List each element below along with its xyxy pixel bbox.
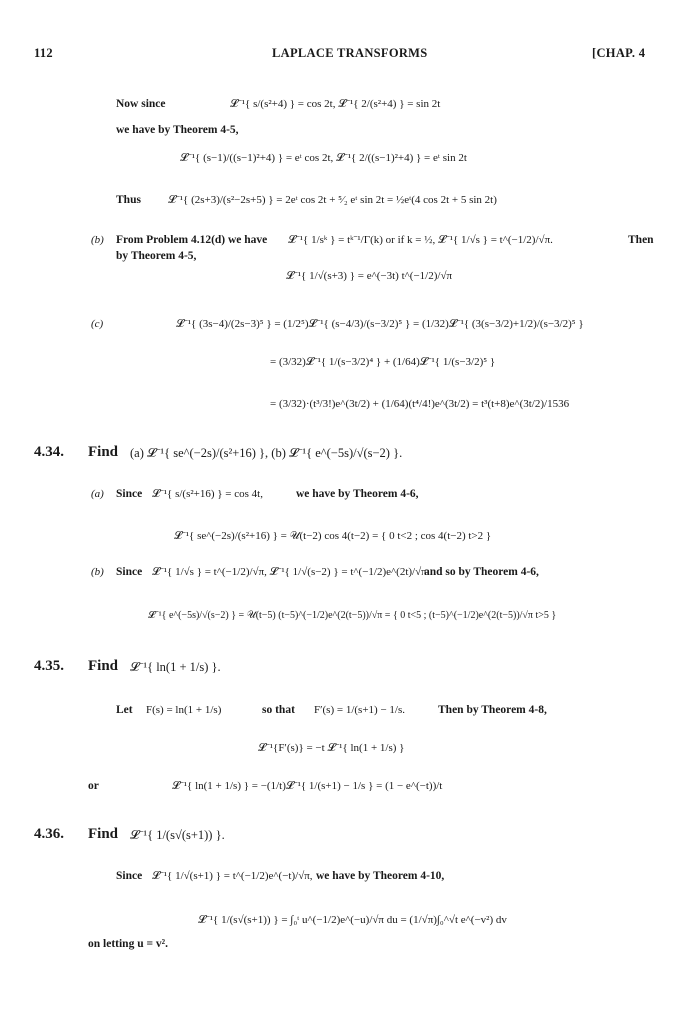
text-let: Let [116,704,133,716]
equation-20: 𝓛⁻¹{ 1/√(s+1) } = t^(−1/2)e^(−t)/√π, [152,870,313,882]
text-on-letting: on letting u = v². [88,938,168,950]
text-now-since: Now since [116,98,166,110]
text-or: or [88,780,99,792]
chapter-label: [CHAP. 4 [592,46,646,60]
problem-number-4-34: 4.34. [34,444,64,460]
text-theorem-4-10: we have by Theorem 4-10, [316,870,445,882]
text-thus: Thus [116,194,141,206]
equation-14: 𝓛⁻¹{ ln(1 + 1/s) }. [130,660,221,674]
text-since-b: Since [116,566,143,578]
text-find-4-36: Find [88,826,119,842]
equation-3: 𝓛⁻¹{ (2s+3)/(s²−2s+5) } = 2eᵗ cos 2t + ⁵⁄₂ eᵗ sin 2t = ½eᵗ(4 cos 2t + 5 sin 2t) [168,194,497,206]
text-by-theorem: by Theorem 4-5, [116,250,197,262]
equation-2: 𝓛⁻¹{ (s−1)/((s−1)²+4) } = eᵗ cos 2t, 𝓛⁻¹{ 2/((s−1)²+4) } = eᵗ sin 2t [180,152,467,164]
text-find-4-35: Find [88,658,119,674]
text-theorem-4-5: we have by Theorem 4-5, [116,124,239,136]
text-theorem-4-8: Then by Theorem 4-8, [438,704,547,716]
label-b: (b) [91,234,104,246]
equation-1: 𝓛⁻¹{ s/(s²+4) } = cos 2t, 𝓛⁻¹{ 2/(s²+4) } = sin 2t [230,98,441,110]
text-theorem-4-6b: and so by Theorem 4-6, [424,566,539,578]
equation-5: 𝓛⁻¹{ 1/√(s+3) } = e^(−3t) t^(−1/2)/√π [286,270,453,282]
text-find-4-34: Find [88,444,119,460]
text-so-that: so that [262,704,295,716]
equation-12: 𝓛⁻¹{ 1/√s } = t^(−1/2)/√π, 𝓛⁻¹{ 1/√(s−2) } = t^(−1/2)e^(2t)/√π [152,566,427,578]
equation-9: (a) 𝓛⁻¹{ se^(−2s)/(s²+16) }, (b) 𝓛⁻¹{ e^(−5s)/√(s−2) }. [130,446,403,460]
equation-15: F(s) = ln(1 + 1/s) [146,704,222,716]
equation-21: 𝓛⁻¹{ 1/(s√(s+1)) } = ∫₀ᵗ u^(−1/2)e^(−u)/√π du = (1/√π)∫₀^√t e^(−v²) dv [198,914,507,926]
equation-19: 𝓛⁻¹{ 1/(s√(s+1)) }. [130,828,225,842]
label-b2: (b) [91,566,104,578]
equation-6: 𝓛⁻¹{ (3s−4)/(2s−3)⁵ } = (1/2⁵)𝓛⁻¹{ (s−4/3)/(s−3/2)⁵ } = (1/32)𝓛⁻¹{ (3(s−3/2)+1/2)/(s−3/2)⁵ } [176,318,584,330]
equation-10: 𝓛⁻¹{ s/(s²+16) } = cos 4t, [152,488,263,500]
equation-16: F′(s) = 1/(s+1) − 1/s. [314,704,405,716]
problem-number-4-36: 4.36. [34,826,64,842]
equation-18: 𝓛⁻¹{ ln(1 + 1/s) } = −(1/t)𝓛⁻¹{ 1/(s+1) − 1/s } = (1 − e^(−t))/t [172,780,443,792]
text-theorem-4-6a: we have by Theorem 4-6, [296,488,419,500]
equation-7: = (3/32)𝓛⁻¹{ 1/(s−3/2)⁴ } + (1/64)𝓛⁻¹{ 1/(s−3/2)⁵ } [270,356,496,368]
text-since-a: Since [116,488,143,500]
equation-4: 𝓛⁻¹{ 1/sᵏ } = tᵏ⁻¹/Γ(k) or if k = ½, 𝓛⁻¹{ 1/√s } = t^(−1/2)/√π. [288,234,553,246]
label-a: (a) [91,488,104,500]
running-title: LAPLACE TRANSFORMS [272,46,428,60]
page-number: 112 [34,46,53,60]
text-since-4-36: Since [116,870,143,882]
equation-8: = (3/32)·(t³/3!)e^(3t/2) + (1/64)(t⁴/4!)e^(3t/2) = t³(t+8)e^(3t/2)/1536 [270,398,570,410]
problem-number-4-35: 4.35. [34,658,64,674]
text-then: Then [628,234,654,246]
equation-11: 𝓛⁻¹{ se^(−2s)/(s²+16) } = 𝒰(t−2) cos 4(t−2) = { 0 t<2 ; cos 4(t−2) t>2 } [174,530,492,542]
equation-17: 𝓛⁻¹{F′(s)} = −t 𝓛⁻¹{ ln(1 + 1/s) } [258,742,405,754]
label-c: (c) [91,318,104,330]
text-from-problem: From Problem 4.12(d) we have [116,234,268,246]
equation-13: 𝓛⁻¹{ e^(−5s)/√(s−2) } = 𝒰(t−5) (t−5)^(−1/2)e^(2(t−5))/√π = { 0 t<5 ; (t−5)^(−1/2)e^(2(t−5))/√π t>5 } [148,610,557,621]
